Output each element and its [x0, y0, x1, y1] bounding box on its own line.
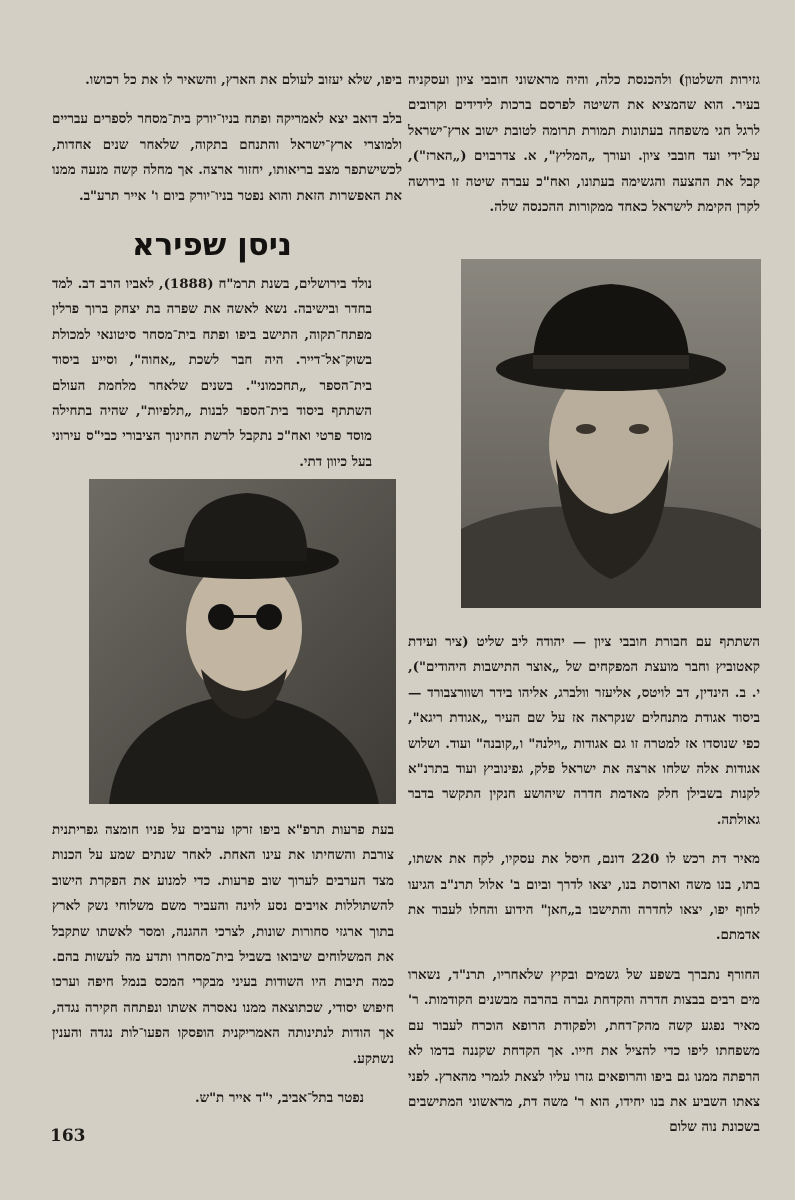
paragraph: בעת פרעות תרפ"א ביפו זרקו ערבים על פניו חומצה גפריתנית צורבת והשחיתו את עינו האחת. לאחר שנתים שמע על הכנות מצד הערבים לערוך שוב פרעות. כדי למנוע את הפקרת הישוב להשתוללות אויבים נסע לוינה והעביר משם משלוחי נשק לארץ בתוך ארגזי סחורות שונות, לצרכי ההגנה, ומסר לאשתו שתקבל את המשלוחים שיבואו בשביל בית־מסחרו ותדע מה לעשות בהם. כמה תיבות היו השודות בעיני מבקרי המכס בנמל חיפה וערכו חיפוש יסודי, שכתוצאה ממנו נאסרה אשתו ונפתחה חקירה נגדה, אך הודות לנתינותה האמריקנית הופסקו הפעו־לות נגדה והענין נשתקע.	[52, 822, 394, 1067]
paragraph: ביפו, שלא יעזוב לעולם את הארץ, והשאיר לו את כל רכושו.	[85, 72, 402, 88]
right-column-bottom-text	[408, 630, 760, 1141]
paragraph: מאיר דת רכש לו 220 דונם, חיסל את עסקיו, לקח את אשתו, בתו, בנו משה וארוסת בנו, יצאו לדרך וביום ב' אלול תרנ"ב הגיעו לחוף יפו, יצאו לחדרה והתישבו ב„חאן" הידוע והחלו לעבוד את אדמתם.	[408, 851, 760, 944]
paragraph: נולד בירושלים, בשנת תרמ"ח (1888), לאביו הרב דב. למד בחדר ובישיבה. נשא לאשה את שפרה בת יצחק ברוך פרלין מפתח־תקוה, התישב ביפו ופתח בית־מסחר סיטונאי למכולת בשוק־אל־דייר. היה חבר לשכת „אחוה", וסייע ביסוד בית־הספר „תחכמוני". בשנים שלאחר מלחמת העולם השתתף ביסוד בית־הספר לבנות „תלפיות", שהיה בתחילה מוסד פרטי ואח"כ נתקבל לרשת החינוך הציבורי כבי"ס עירוני בעל כיוון דתי.	[52, 276, 373, 470]
paragraph: בלב דואב יצא לאמריקה ופתח בניו־יורק בית־מסחר לספרים עבריים ולמוצרי ארץ־ישראל והתנחם בתקוה, שלאחר שנים אחדות, לכשישתפר מצב בריאותו, יחזור ארצה. אך מחלה קשה מנעה ממנו את האפשרות הזאת והוא נפטר בניו־יורק ביום ו' אייר תרע"ב.	[52, 111, 402, 204]
section-heading: ניסן שפירא	[132, 227, 292, 263]
portrait-illustration	[461, 259, 761, 608]
page-number: 163	[50, 1126, 86, 1146]
biography-text	[52, 272, 372, 475]
right-column-top-text	[408, 68, 760, 220]
left-column-bottom-text	[52, 818, 394, 1111]
portrait-illustration	[89, 479, 396, 804]
left-column-top-text	[52, 68, 402, 209]
paragraph: השתתף עם חבורת חובבי ציון — יהודה ליב שליט (ציר ועידת קאטוביץ וחבר מועצת המפקחים של „אוצר התישבות היהודים"), י. ב. הינדין, דב לויטס, אליעזר וולברג, אליהו בידר ושוורצבורד — ביסוד אגודת מתנחלים שנקראה אז על שם העיר „אגודת ריגא", כפי שנוסדו אז למטרה זו גם אגודות „וילנה" ו„קובנה" ועוד. ושלוש אגודות אלה שלחו ארצה את ישראל פלק, גפינוביץ ועוד בתרנ"א לקנות בשבילן חלק מאדמת חדרה שיהושע חנקין התקשר בדבר גאולתה.	[408, 634, 760, 828]
portrait-photo-man-with-glasses	[89, 479, 396, 804]
paragraph: גזירות השלטון) ולהכנסת כלה, והיה מראשוני חובבי ציון ועסקניה בעיר. הוא שהמציא את השיטה לפרסם ברכות לידידים וקרובים לרגל חגי משפחה בעתונות תמורת תרומה לטובת ישוב ארץ־ישראל על־ידי ועד חובבי ציון. ועורך „המליץ", א. צדרבוים („הארז"), קבל את ההצעה והגשימה בעתונו, ואח"כ עברה שיטה זו בירושה לקרן הקימת לישראל כאחד ממקורות ההכנסה שלה.	[408, 72, 760, 216]
death-date-line: נפטר בתל־אביב, י"ד אייר ת"ש.	[194, 1090, 364, 1107]
paragraph: החורף נתברך בשפע של גשמים ובקיץ שלאחריו, תרנ"ד, נשארו מים רבים בבצות חדרה והקדחת גברה בהרבה מבשנים הקודמות. ר' מאיר נפגע קשה מהק־דחת, ולפקודת הרופא הוכרח לעבור עם משפחתו ליפו כדי להציל את חייו. אך הקדחת שקננה בדמו לא הרפתה ממנו גם ביפו והרופאים גזרו עליו לצאת לגמרי מהארץ. לפני צאתו השביע את בנו יחידו, הוא ר' משה דת, מראשוני המתישבים בשכונת נוה שלום	[408, 966, 760, 1136]
portrait-photo-bearded-man	[461, 259, 761, 608]
